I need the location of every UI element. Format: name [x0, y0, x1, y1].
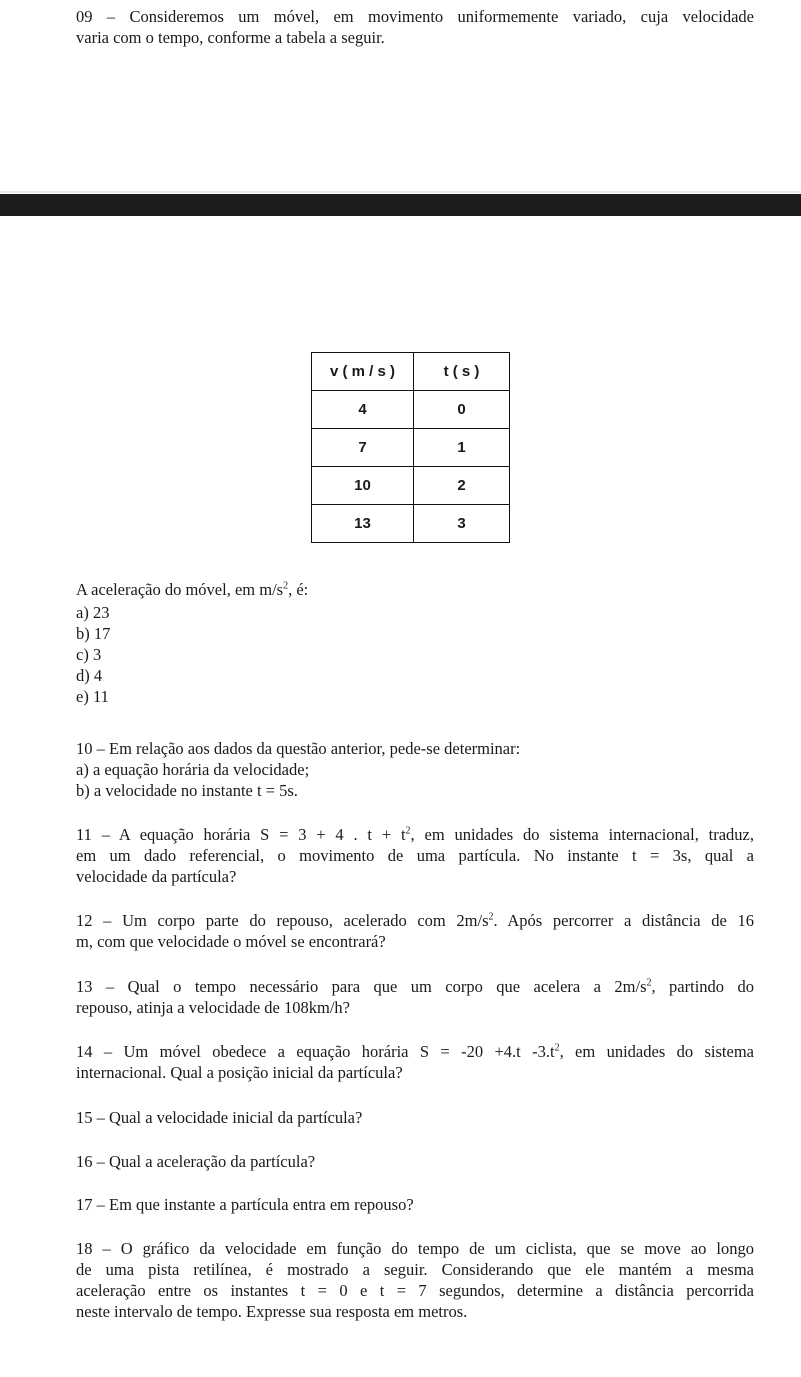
q12-line-1 — [76, 910, 754, 931]
option-e: e) 11 — [76, 687, 109, 706]
q10-line-1: 10 – Em relação aos dados da questão anterior, pede-se determinar: — [76, 739, 521, 758]
q14-text-b: , em unidades do sistema — [559, 1042, 754, 1061]
q11-text-a: 11 – A equação horária S = 3 + 4 . t + t — [76, 825, 406, 844]
table-row — [312, 467, 510, 505]
q13-text-b: , partindo do — [651, 977, 754, 996]
q13-sup: 2 — [646, 977, 652, 989]
q09-line-1: 09 – Consideremos um móvel, em movimento uniformemente variado, cuja velocidade — [76, 7, 754, 26]
q09-question — [76, 579, 754, 600]
table-row — [312, 391, 510, 429]
q09-question-end: , é: — [288, 580, 309, 599]
option-b: b) 17 — [76, 624, 111, 643]
dark-divider-band — [0, 194, 801, 216]
option-c: c) 3 — [76, 645, 102, 664]
q18-line-2: de uma pista retilínea, é mostrado a seguir. Considerando que ele mantém a mesma — [76, 1260, 754, 1279]
q09-options — [76, 602, 110, 707]
q14-sup: 2 — [554, 1042, 560, 1054]
q14-line-2: internacional. Qual a posição inicial da partícula? — [76, 1063, 403, 1082]
q14-text-a: 14 – Um móvel obedece a equação horária S = -20 +4.t -3.t — [76, 1042, 555, 1061]
q09-question-sup: 2 — [283, 580, 289, 592]
q12-text-b: . Após percorrer a distância de 16 — [493, 911, 754, 930]
q11-text-b: , em unidades do sistema internacional, traduz, — [410, 825, 754, 844]
question-10 — [76, 738, 754, 801]
question-15: 15 – Qual a velocidade inicial da partícula? — [76, 1108, 363, 1127]
q11-line-1 — [76, 824, 754, 845]
cell-velocity: 4 — [312, 391, 414, 429]
cell-velocity: 13 — [312, 505, 414, 543]
q09-question-text: A aceleração do móvel, em m/s — [76, 580, 284, 599]
q14-line-1 — [76, 1041, 754, 1062]
question-12 — [76, 910, 754, 952]
cell-time: 2 — [414, 467, 510, 505]
q13-text-a: 13 – Qual o tempo necessário para que um corpo que acelera a 2m/s — [76, 977, 647, 996]
table-row — [312, 429, 510, 467]
cell-time: 3 — [414, 505, 510, 543]
table-row — [312, 505, 510, 543]
q12-sup: 2 — [488, 911, 494, 923]
header-velocity: v ( m / s ) — [312, 353, 414, 391]
question-16: 16 – Qual a aceleração da partícula? — [76, 1152, 316, 1171]
q12-text-a: 12 – Um corpo parte do repouso, acelerado com 2m/s — [76, 911, 489, 930]
q18-line-4: neste intervalo de tempo. Expresse sua resposta em metros. — [76, 1302, 468, 1321]
header-time: t ( s ) — [414, 353, 510, 391]
velocity-time-table — [311, 352, 510, 543]
cell-velocity: 7 — [312, 429, 414, 467]
question-13 — [76, 976, 754, 1018]
question-18 — [76, 1238, 754, 1322]
question-14 — [76, 1041, 754, 1083]
question-11 — [76, 824, 754, 887]
cell-velocity: 10 — [312, 467, 414, 505]
q18-line-1: 18 – O gráfico da velocidade em função do tempo de um ciclista, que se move ao longo — [76, 1239, 754, 1258]
q11-line-2: em um dado referencial, o movimento de uma partícula. No instante t = 3s, qual a — [76, 846, 754, 865]
table-header-row — [312, 353, 510, 391]
question-09-statement — [76, 6, 754, 48]
q11-line-3: velocidade da partícula? — [76, 867, 237, 886]
q09-line-2: varia com o tempo, conforme a tabela a seguir. — [76, 28, 385, 47]
q13-line-1 — [76, 976, 754, 997]
cell-time: 1 — [414, 429, 510, 467]
question-17: 17 – Em que instante a partícula entra em repouso? — [76, 1195, 414, 1214]
option-a: a) 23 — [76, 603, 110, 622]
option-d: d) 4 — [76, 666, 103, 685]
q10-line-3: b) a velocidade no instante t = 5s. — [76, 781, 298, 800]
q11-sup: 2 — [405, 825, 411, 837]
q12-line-2: m, com que velocidade o móvel se encontrará? — [76, 932, 386, 951]
q18-line-3: aceleração entre os instantes t = 0 e t = 7 segundos, determine a distância percorrida — [76, 1281, 754, 1300]
q13-line-2: repouso, atinja a velocidade de 108km/h? — [76, 998, 350, 1017]
cell-time: 0 — [414, 391, 510, 429]
q10-line-2: a) a equação horária da velocidade; — [76, 760, 310, 779]
